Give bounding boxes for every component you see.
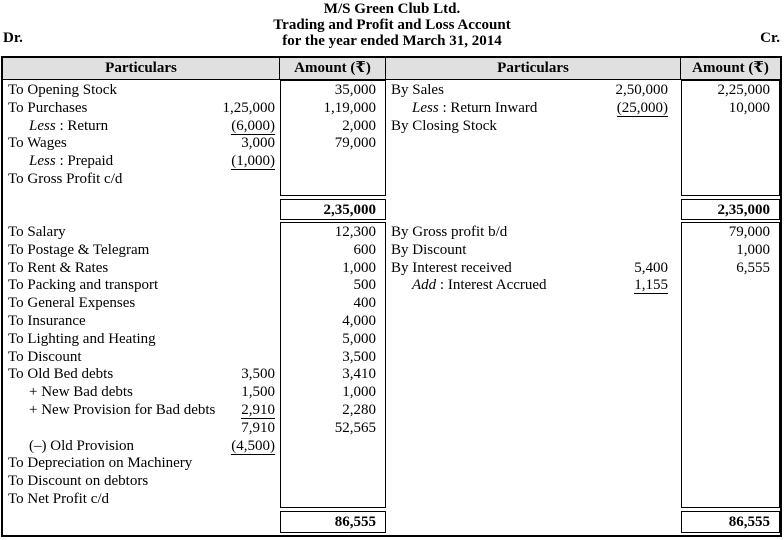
ledger-row	[3, 420, 280, 438]
row-inner-amount	[613, 224, 681, 242]
amount-cell: 52,565	[334, 419, 376, 436]
ledger-row	[3, 438, 280, 456]
ledger-section-1	[3, 80, 780, 198]
amount-box-left	[280, 222, 386, 508]
ledger-row	[386, 224, 681, 242]
header-cell-amount-left: Amount (₹)	[280, 58, 386, 79]
amount-cell: 2,000	[342, 117, 376, 134]
row-inner-amount	[228, 153, 280, 171]
row-inner-amount	[228, 313, 280, 331]
cr-label: Cr.	[760, 30, 780, 46]
total-box-left	[280, 199, 386, 220]
amount-box-right	[681, 80, 780, 196]
ledger-row	[3, 224, 280, 242]
total-box-right	[681, 199, 780, 220]
ledger-row	[386, 100, 681, 118]
statement-title: Trading and Profit and Loss Account	[273, 17, 511, 33]
row-label: To Gross Profit c/d	[8, 170, 123, 187]
row-inner-amount	[613, 277, 681, 295]
total-amount-right: 86,555	[728, 514, 770, 530]
amount-cell: 35,000	[334, 82, 376, 98]
particulars-column-left	[3, 198, 280, 222]
ledger-body	[3, 80, 780, 535]
row-inner-amount	[228, 420, 280, 438]
total-box-right	[681, 511, 780, 533]
total-box-left	[280, 511, 386, 533]
amount-box-right	[681, 222, 780, 508]
row-label: To Discount	[8, 348, 82, 365]
particulars-column-right	[386, 510, 681, 535]
amount-box-left	[280, 80, 386, 196]
row-inner-amount	[223, 100, 281, 118]
inner-amount-value: 7,910	[241, 419, 275, 436]
row-label: By Discount	[391, 241, 467, 258]
total-amount-right: 2,35,000	[717, 202, 770, 218]
amount-column-right	[681, 80, 780, 198]
amount-column-left	[280, 510, 386, 535]
row-inner-amount	[228, 224, 280, 242]
ledger-row	[3, 331, 280, 349]
header-cell-particulars-left: Particulars	[3, 58, 280, 79]
row-label: Less : Return	[29, 117, 109, 134]
particulars-column-right	[386, 80, 681, 198]
header-cell-amount-right: Amount (₹)	[692, 60, 769, 76]
amount-column-left	[280, 222, 386, 510]
ledger-row	[3, 313, 280, 331]
row-inner-amount	[228, 331, 280, 349]
amount-cell: 1,000	[342, 259, 376, 276]
document-header	[0, 0, 784, 49]
ledger-row	[3, 260, 280, 278]
ledger-row	[386, 242, 681, 260]
row-label: To Insurance	[8, 312, 86, 329]
ledger-row	[3, 349, 280, 367]
amount-cell: 1,19,000	[323, 99, 376, 116]
row-label	[3, 420, 228, 438]
ledger-row	[386, 118, 681, 136]
ledger-row	[386, 82, 681, 100]
amount-cell: 12,300	[334, 224, 376, 240]
ledger-row	[3, 277, 280, 295]
row-label: Less : Prepaid	[29, 153, 114, 170]
row-label: + New Provision for Bad debts	[29, 401, 216, 418]
amount-column-left	[280, 198, 386, 222]
inner-amount-value: 5,400	[634, 259, 668, 276]
row-inner-amount	[613, 242, 681, 260]
inner-amount-value: (4,500)	[231, 437, 275, 454]
amount-column-right	[681, 510, 780, 535]
amount-cell: 600	[353, 241, 376, 258]
row-label: To Rent & Rates	[8, 259, 109, 276]
amount-cell: 6,555	[736, 259, 770, 276]
ledger-row	[3, 491, 280, 509]
row-inner-amount	[228, 171, 280, 189]
row-inner-amount	[228, 82, 280, 100]
particulars-column-right	[386, 198, 681, 222]
row-label: To Net Profit c/d	[8, 490, 110, 507]
ledger-row	[3, 135, 280, 153]
ledger-row	[3, 295, 280, 313]
row-label: (–) Old Provision	[29, 437, 134, 454]
row-inner-amount	[228, 295, 280, 313]
ledger-row	[3, 100, 280, 118]
amount-cell: 3,500	[342, 348, 376, 365]
ledger-row	[3, 82, 280, 100]
row-label: To Salary	[8, 224, 66, 240]
row-inner-amount	[228, 491, 280, 509]
row-label: By Gross profit b/d	[391, 224, 508, 240]
row-label: To Purchases	[8, 99, 88, 116]
amount-column-left	[280, 80, 386, 198]
row-label: To Opening Stock	[8, 82, 117, 98]
row-inner-amount	[228, 118, 280, 136]
ledger-section-2	[3, 222, 780, 510]
ledger-row	[3, 171, 280, 189]
row-label: To Old Bed debts	[8, 366, 114, 383]
row-label: By Sales	[391, 82, 444, 98]
inner-amount-value: 3,500	[241, 366, 275, 383]
row-inner-amount	[228, 242, 280, 260]
table-header-row	[3, 58, 780, 80]
ledger-row	[3, 153, 280, 171]
row-label: To Discount on debtors	[8, 473, 149, 490]
row-inner-amount	[228, 277, 280, 295]
particulars-column-left	[3, 80, 280, 198]
row-label: To Wages	[8, 135, 67, 152]
totals-row-1	[3, 198, 780, 222]
amount-cell: 2,280	[342, 401, 376, 418]
row-inner-amount	[613, 118, 681, 136]
account-table	[1, 56, 782, 537]
row-inner-amount	[228, 135, 280, 153]
ledger-row	[3, 242, 280, 260]
row-label: + New Bad debts	[29, 384, 133, 401]
particulars-column-left	[3, 222, 280, 510]
company-name: M/S Green Club Ltd.	[323, 1, 461, 17]
inner-amount-value: (1,000)	[231, 153, 275, 170]
row-inner-amount	[228, 349, 280, 367]
row-inner-amount	[613, 82, 681, 100]
total-amount-left: 2,35,000	[323, 202, 376, 218]
amount-cell: 5,000	[342, 330, 376, 347]
inner-amount-value: 3,000	[241, 135, 275, 152]
amount-cell: 3,410	[342, 366, 376, 383]
amount-column-right	[681, 198, 780, 222]
amount-cell: 79,000	[728, 224, 770, 240]
amount-cell: 79,000	[334, 135, 376, 152]
inner-amount-value: 2,910	[241, 401, 275, 418]
ledger-row	[3, 455, 280, 473]
row-inner-amount	[613, 260, 681, 278]
row-label: To Depreciation on Machinery	[8, 455, 193, 472]
row-label: To Postage & Telegram	[8, 241, 150, 258]
ledger-row	[3, 402, 280, 420]
row-label-italic-prefix: Add	[412, 277, 437, 294]
row-inner-amount	[613, 100, 681, 118]
totals-row-2	[3, 510, 780, 535]
amount-column-right	[681, 222, 780, 510]
ledger-row	[3, 473, 280, 491]
amount-cell: 1,000	[342, 384, 376, 401]
inner-amount-value: 1,25,000	[222, 99, 275, 116]
total-amount-left: 86,555	[334, 514, 376, 530]
dr-label: Dr.	[3, 30, 23, 46]
row-label-italic-prefix: Less	[412, 99, 439, 116]
ledger-row	[3, 366, 280, 384]
inner-amount-value: 1,500	[241, 384, 275, 401]
period-text: for the year ended March 31, 2014	[282, 33, 502, 49]
particulars-column-right	[386, 222, 681, 510]
row-inner-amount	[228, 473, 280, 491]
inner-amount-value: (6,000)	[231, 117, 275, 134]
row-label-italic-prefix: Less	[29, 153, 56, 170]
amount-cell: 1,000	[736, 241, 770, 258]
ledger-row	[3, 118, 280, 136]
amount-cell: 500	[353, 277, 376, 294]
particulars-column-left	[3, 510, 280, 535]
ledger-row	[386, 277, 681, 295]
header-cell-particulars-right: Particulars	[386, 58, 681, 79]
row-label: By Closing Stock	[391, 117, 497, 134]
ledger-row	[3, 384, 280, 402]
inner-amount-value: 1,155	[634, 277, 668, 294]
row-label: Add : Interest Accrued	[412, 277, 547, 294]
amount-cell: 10,000	[728, 99, 770, 116]
row-inner-amount	[228, 438, 280, 456]
row-inner-amount	[228, 366, 280, 384]
row-label: Less : Return Inward	[412, 99, 538, 116]
row-label: To Packing and transport	[8, 277, 159, 294]
row-inner-amount	[228, 260, 280, 278]
row-label: To General Expenses	[8, 295, 136, 312]
row-inner-amount	[228, 402, 280, 420]
amount-cell: 400	[353, 295, 376, 312]
row-label-italic-prefix: Less	[29, 117, 56, 134]
ledger-row	[386, 260, 681, 278]
amount-cell: 2,25,000	[717, 82, 770, 98]
amount-cell: 4,000	[342, 312, 376, 329]
row-label: To Lighting and Heating	[8, 330, 156, 347]
row-label: By Interest received	[391, 259, 512, 276]
row-inner-amount	[228, 384, 280, 402]
inner-amount-value: 2,50,000	[615, 82, 668, 98]
inner-amount-value: (25,000)	[616, 99, 668, 116]
row-inner-amount	[228, 455, 280, 473]
